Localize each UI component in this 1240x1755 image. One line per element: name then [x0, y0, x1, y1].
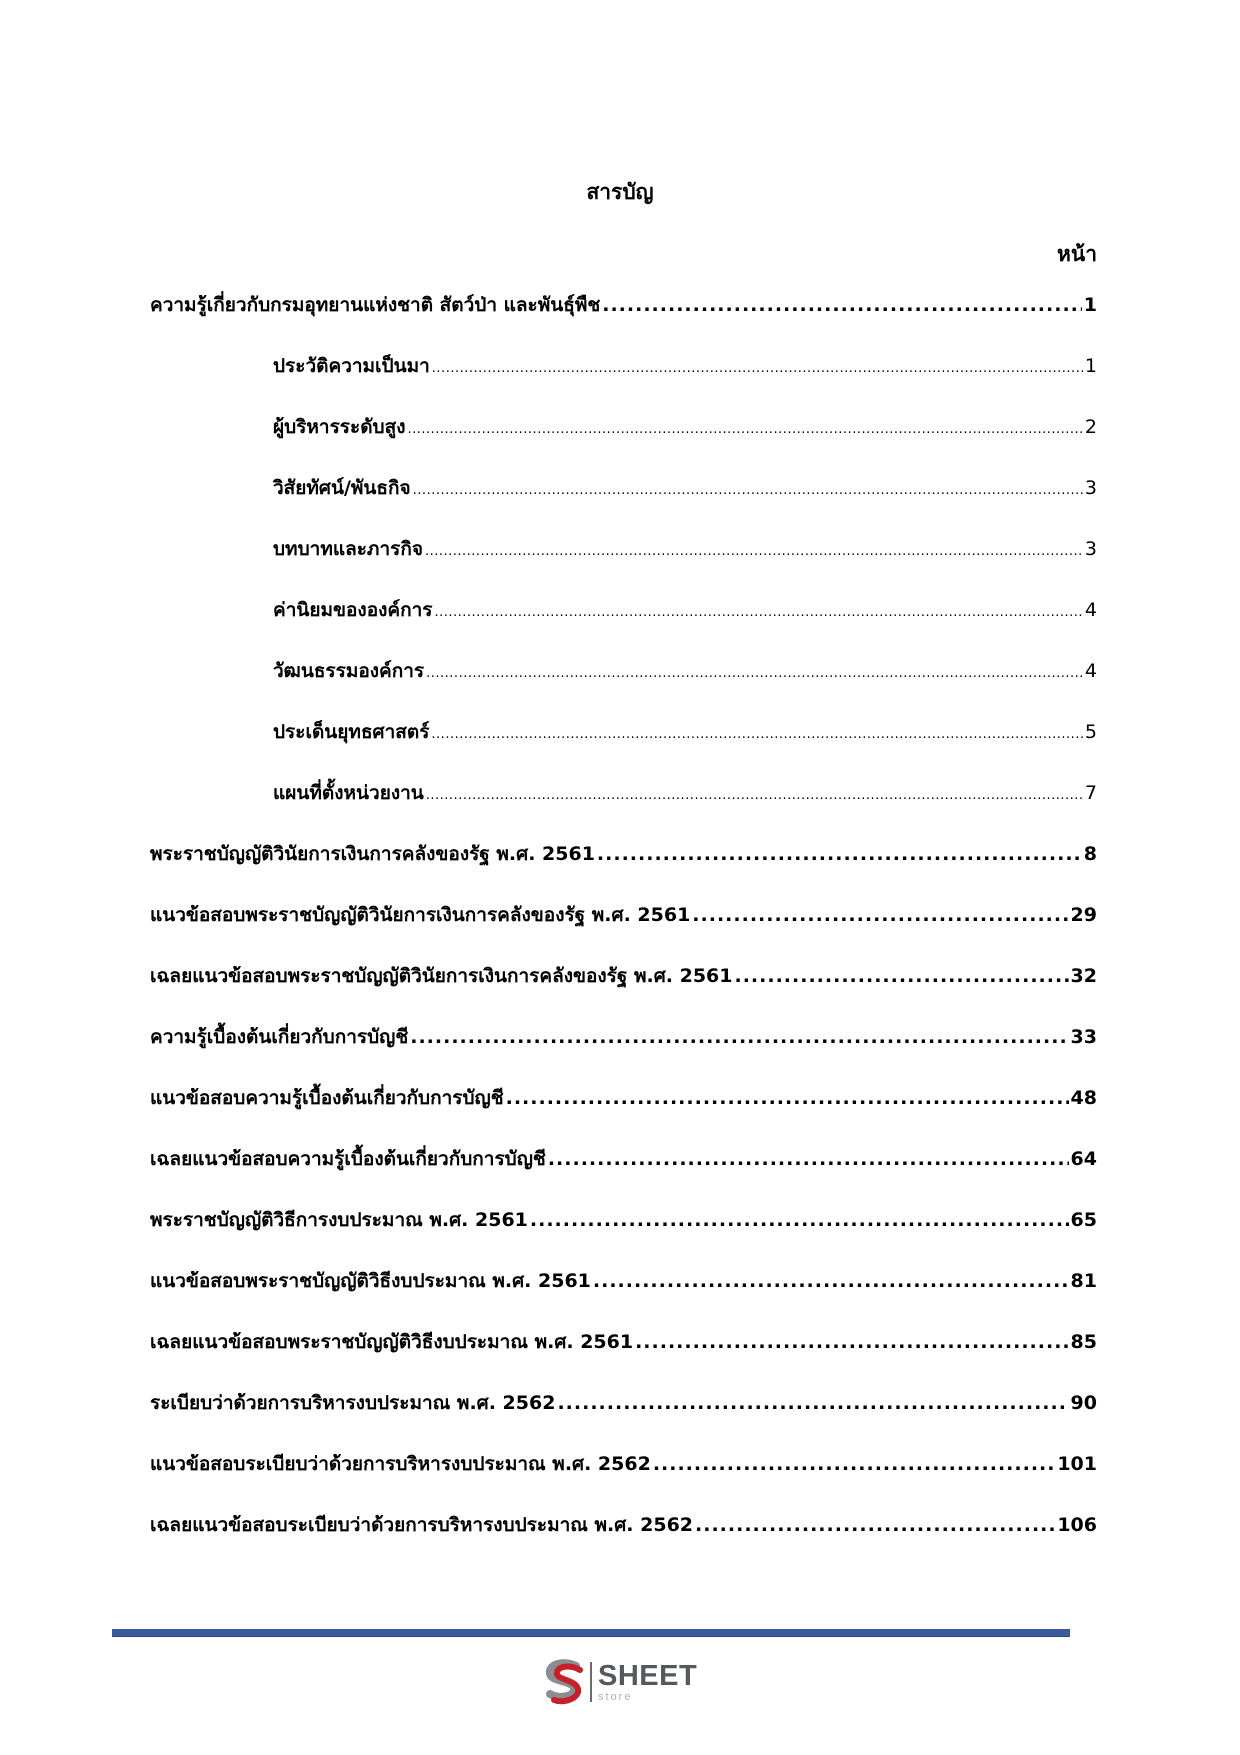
toc-entry[interactable] [150, 961, 1097, 1022]
dot-leader [635, 1331, 1068, 1353]
toc-entry-page: 5 [1084, 721, 1097, 743]
toc-entry-label: แนวข้อสอบพระราชบัญญัติวิธีงบประมาณ พ.ศ. 2561 [150, 1270, 591, 1292]
toc-entry-page: 4 [1084, 599, 1097, 621]
dot-leader [413, 483, 1083, 498]
dot-leader [548, 1148, 1069, 1170]
toc-subentry[interactable] [150, 595, 1097, 656]
toc-entry-page: 85 [1070, 1331, 1097, 1353]
toc-entry[interactable] [150, 1083, 1097, 1144]
toc-entry-page: 8 [1083, 843, 1097, 865]
dot-leader [593, 1270, 1069, 1292]
page-column-header: หน้า [1057, 242, 1097, 266]
dot-leader [653, 1453, 1056, 1475]
toc-entry[interactable] [150, 1266, 1097, 1327]
brand-divider [590, 1662, 592, 1702]
toc-entry-page: 106 [1057, 1514, 1097, 1536]
page-title: สารบัญ [586, 180, 654, 204]
toc-entry-page: 81 [1070, 1270, 1097, 1292]
sheet-store-logo-icon [542, 1658, 586, 1706]
toc-entry-page: 1 [1083, 294, 1097, 316]
dot-leader [557, 1392, 1068, 1414]
toc-entry-page: 65 [1070, 1209, 1097, 1231]
dot-leader [506, 1087, 1069, 1109]
toc-entry-page: 3 [1084, 477, 1097, 499]
toc-entry[interactable] [150, 1144, 1097, 1205]
dot-leader [597, 843, 1082, 865]
dot-leader [735, 965, 1069, 987]
toc-entry-label: เฉลยแนวข้อสอบพระราชบัญญัติวิธีงบประมาณ พ.ศ. 2561 [150, 1331, 634, 1353]
dot-leader [602, 294, 1082, 316]
toc-entry-label: เฉลยแนวข้อสอบระเบียบว่าด้วยการบริหารงบประมาณ พ.ศ. 2562 [150, 1514, 694, 1536]
toc-entry-label: วัฒนธรรมองค์การ [273, 660, 425, 682]
toc-entry-page: 32 [1070, 965, 1097, 987]
dot-leader [695, 1514, 1055, 1536]
toc-entry-label: แนวข้อสอบพระราชบัญญัติวินัยการเงินการคลังของรัฐ พ.ศ. 2561 [150, 904, 691, 926]
toc-entry-page: 64 [1070, 1148, 1097, 1170]
toc-entry-label: ความรู้เบื้องต้นเกี่ยวกับการบัญชี [150, 1026, 409, 1048]
table-of-contents [150, 290, 1097, 1571]
toc-entry-page: 33 [1070, 1026, 1097, 1048]
brand-name: SHEET [598, 1659, 698, 1692]
dot-leader [431, 727, 1082, 742]
toc-entry[interactable] [150, 1449, 1097, 1510]
toc-subentry[interactable] [150, 656, 1097, 717]
toc-entry-label: แผนที่ตั้งหน่วยงาน [273, 782, 424, 804]
toc-entry-label: แนวข้อสอบความรู้เบื้องต้นเกี่ยวกับการบัญชี [150, 1087, 504, 1109]
toc-entry-page: 1 [1084, 355, 1097, 377]
dot-leader [410, 1026, 1068, 1048]
dot-leader [407, 422, 1082, 437]
dot-leader [426, 788, 1083, 803]
toc-entry-page: 2 [1084, 416, 1097, 438]
toc-entry-label: แนวข้อสอบระเบียบว่าด้วยการบริหารงบประมาณ พ.ศ. 2562 [150, 1453, 651, 1475]
toc-entry[interactable] [150, 1327, 1097, 1388]
brand-tagline: store [598, 1690, 633, 1703]
toc-entry-label: ค่านิยมขององค์การ [273, 599, 433, 621]
dot-leader [432, 361, 1083, 376]
toc-entry-label: เฉลยแนวข้อสอบความรู้เบื้องต้นเกี่ยวกับการบัญชี [150, 1148, 546, 1170]
toc-entry[interactable] [150, 1022, 1097, 1083]
toc-entry-page: 48 [1070, 1087, 1097, 1109]
toc-entry[interactable] [150, 839, 1097, 900]
toc-subentry[interactable] [150, 778, 1097, 839]
toc-entry-page: 29 [1070, 904, 1097, 926]
toc-subentry[interactable] [150, 412, 1097, 473]
toc-entry[interactable] [150, 900, 1097, 961]
toc-entry-page: 90 [1070, 1392, 1097, 1414]
toc-entry-label: ประเด็นยุทธศาสตร์ [273, 721, 430, 743]
toc-entry-label: พระราชบัญญัติวินัยการเงินการคลังของรัฐ พ.ศ. 2561 [150, 843, 595, 865]
dot-leader [434, 605, 1082, 620]
toc-subentry[interactable] [150, 473, 1097, 534]
toc-subentry[interactable] [150, 351, 1097, 412]
footer-rule [112, 1629, 1070, 1637]
toc-entry-label: ผู้บริหารระดับสูง [273, 416, 406, 438]
toc-entry-page: 4 [1084, 660, 1097, 682]
toc-entry-page: 101 [1057, 1453, 1097, 1475]
toc-entry[interactable] [150, 1205, 1097, 1266]
toc-entry-label: พระราชบัญญัติวิธีการงบประมาณ พ.ศ. 2561 [150, 1209, 528, 1231]
toc-entry-page: 7 [1084, 782, 1097, 804]
toc-entry-label: วิสัยทัศน์/พันธกิจ [273, 477, 411, 499]
toc-entry-label: ความรู้เกี่ยวกับกรมอุทยานแห่งชาติ สัตว์ป่า และพันธุ์พืช [150, 294, 601, 316]
brand-logo [542, 1656, 697, 1708]
dot-leader [530, 1209, 1069, 1231]
dot-leader [426, 666, 1083, 681]
toc-entry[interactable] [150, 1510, 1097, 1571]
toc-subentry[interactable] [150, 717, 1097, 778]
toc-entry-page: 3 [1084, 538, 1097, 560]
toc-entry-label: ระเบียบว่าด้วยการบริหารงบประมาณ พ.ศ. 2562 [150, 1392, 556, 1414]
toc-entry[interactable] [150, 290, 1097, 351]
dot-leader [692, 904, 1068, 926]
toc-entry-label: บทบาทและภารกิจ [273, 538, 423, 560]
toc-subentry[interactable] [150, 534, 1097, 595]
dot-leader [425, 544, 1083, 559]
toc-entry-label: ประวัติความเป็นมา [273, 355, 430, 377]
toc-entry-label: เฉลยแนวข้อสอบพระราชบัญญัติวินัยการเงินการคลังของรัฐ พ.ศ. 2561 [150, 965, 733, 987]
toc-entry[interactable] [150, 1388, 1097, 1449]
